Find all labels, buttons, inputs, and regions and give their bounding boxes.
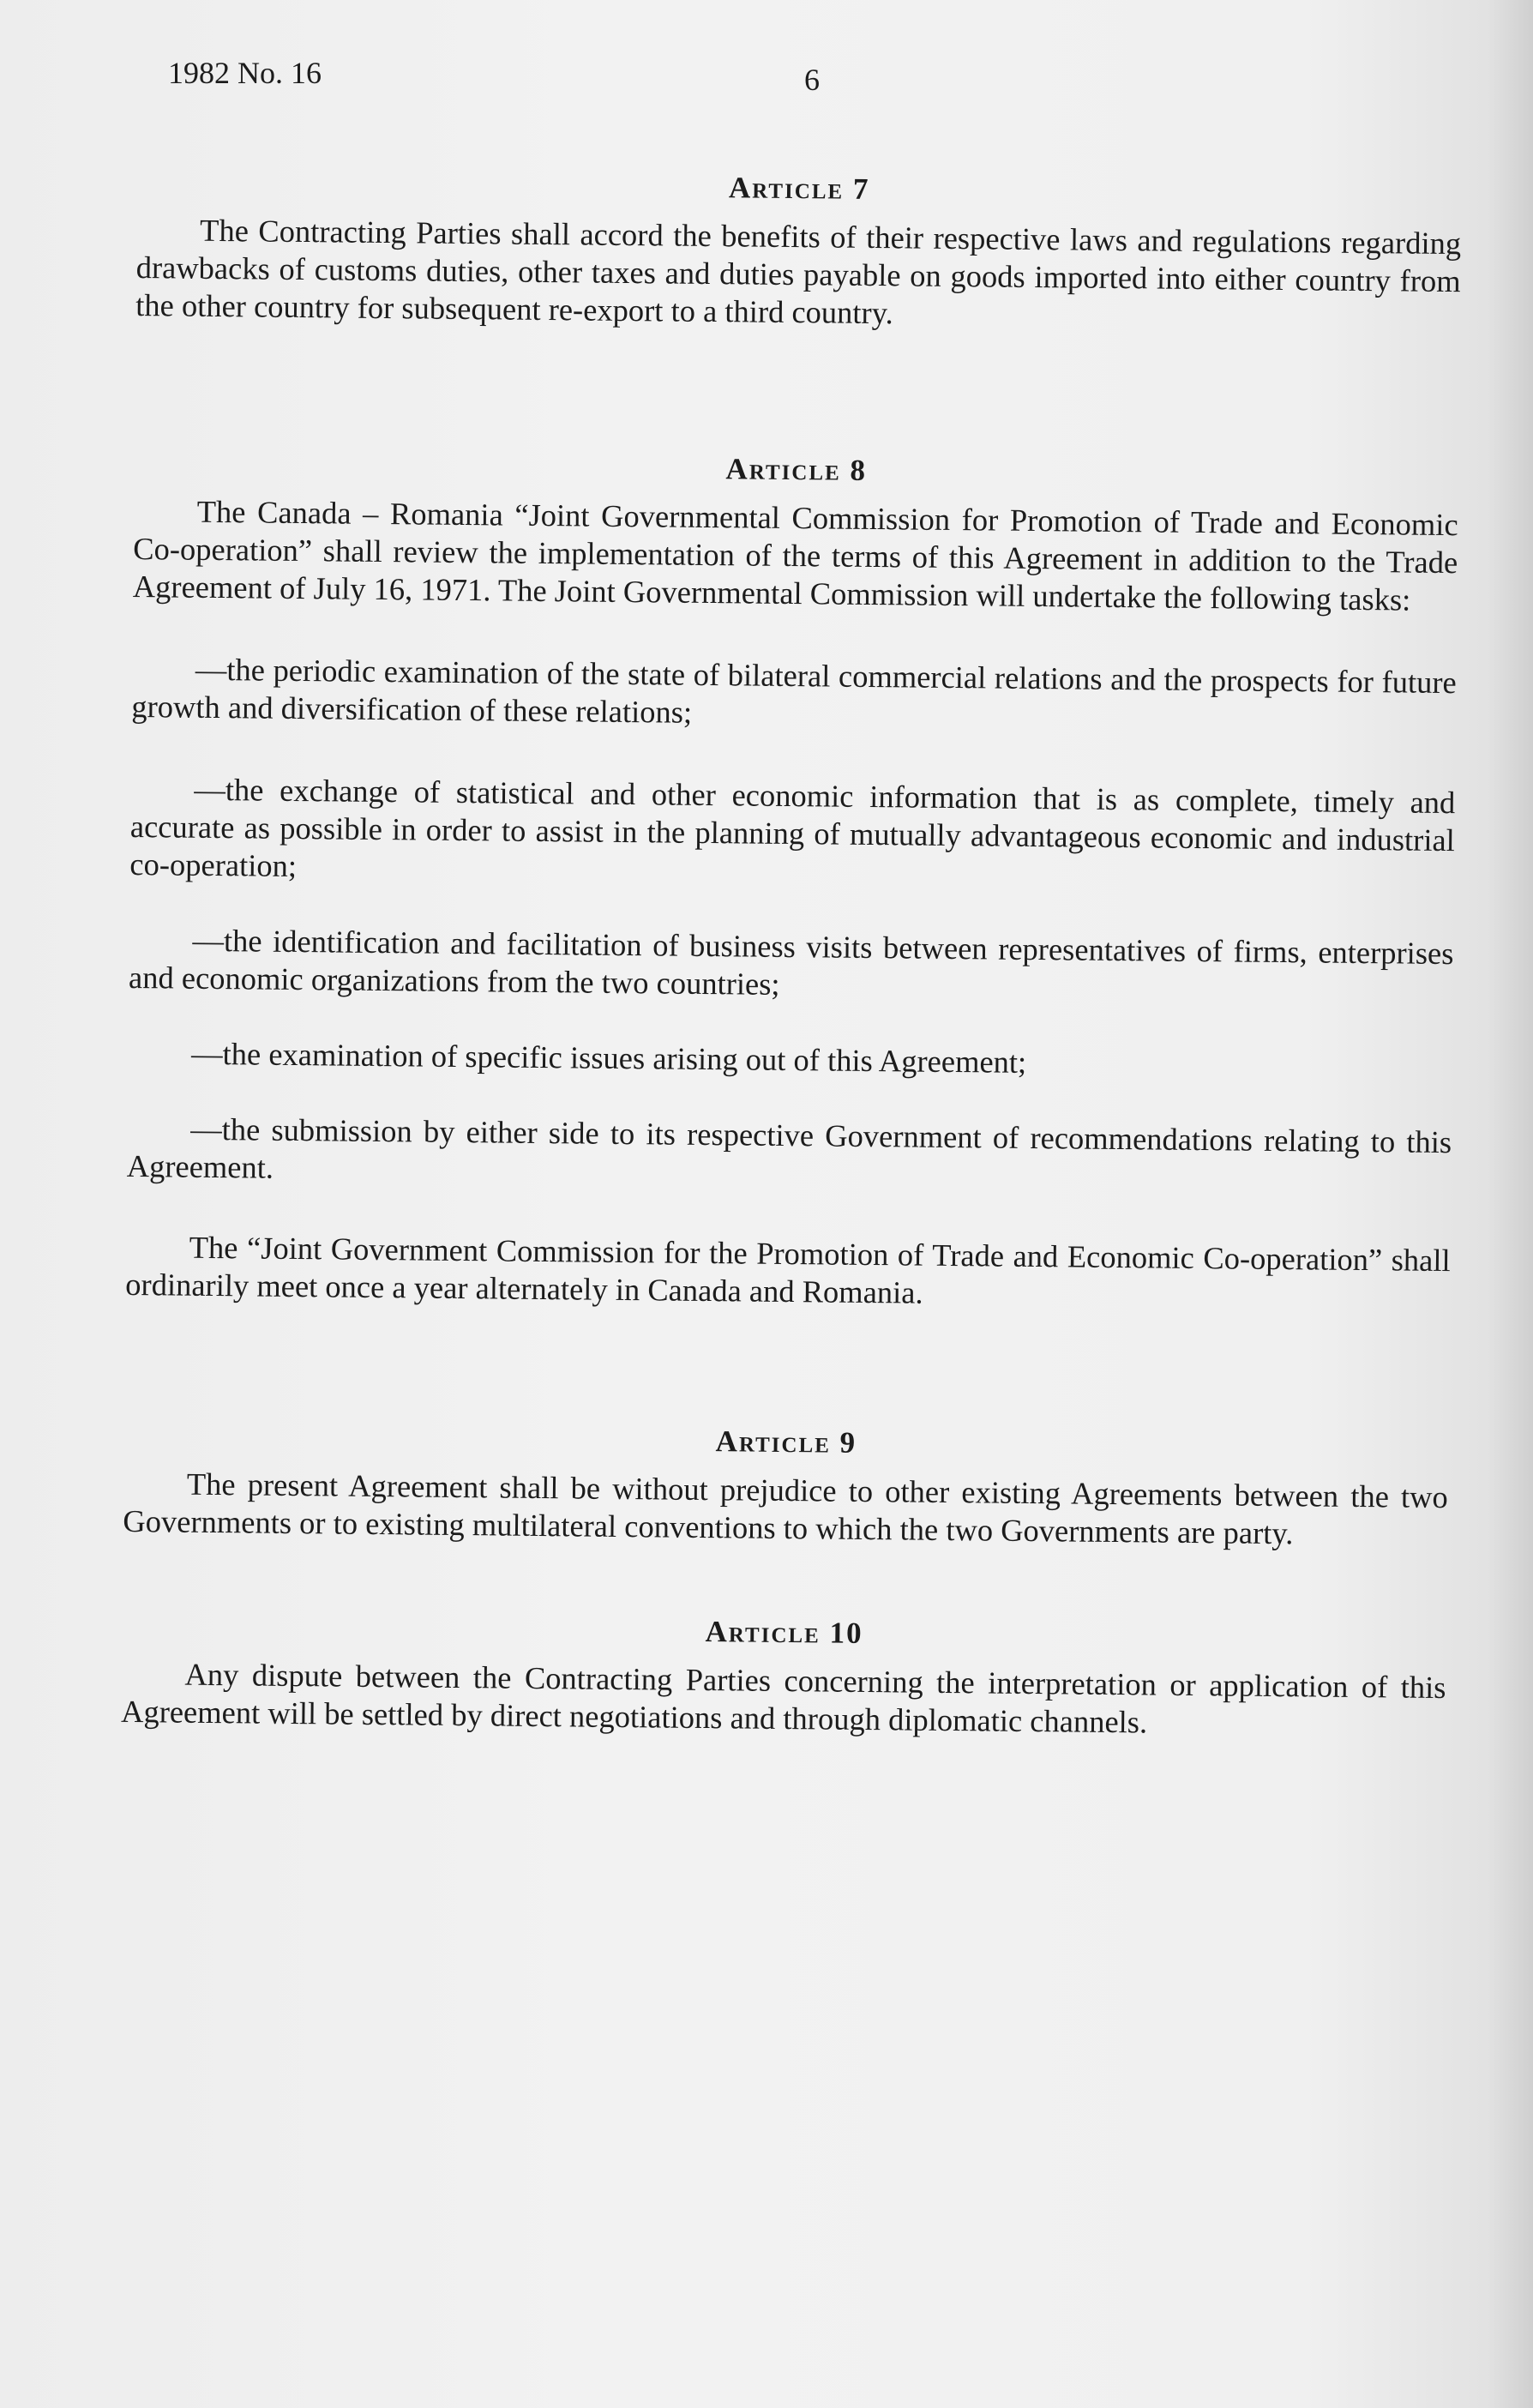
article-8-task: —the examination of specific issues arising out of this Agreement; [190,1035,1027,1080]
article-10 [121,1607,1446,1744]
article-8-task: —the identification and facilitation of business visits between representatives of firms, enterprises and economic organizations from the two countries; [128,922,1454,1002]
article-8-task: —the submission by either side to its respective Government of recommendations relating to this Agreement. [126,1111,1452,1185]
article-9-heading: Article 9 [715,1424,857,1460]
article-8 [125,444,1458,1317]
article-7-text: The Contracting Parties shall accord the benefits of their respective laws and regulations regarding drawbacks of customs duties, other taxes and duties payable on goods imported into either country from the other country for subsequent re-export to a third country. [135,212,1462,331]
page-header [168,55,1454,106]
article-7 [135,163,1462,338]
article-8-heading: Article 8 [725,452,868,487]
document-reference: 1982 No. 16 [168,56,322,90]
article-7-heading: Article 7 [728,171,870,206]
article-8-task: —the periodic examination of the state of bilateral commercial relations and the prospects for future growth and diversification of these relations; [131,651,1457,730]
article-10-heading: Article 10 [705,1615,863,1650]
page-number: 6 [804,63,820,97]
article-8-intro: The Canada – Romania “Joint Governmental Commission for Promotion of Trade and Economic Co-operation” shall review the implementation of the terms of this Agreement in addition to the Trade Agreement of July 16, 1971. The Joint Governmental Commission will undertake the following tasks: [132,493,1458,617]
article-8-task: —the exchange of statistical and other economic information that is as complete, timely and accurate as possible in order to assist in the planning of mutually advantageous economic and industrial co-operation; [129,771,1456,883]
article-8-closing: The “Joint Government Commission for the Promotion of Trade and Economic Co-operation” shall ordinarily meet once a year alternately in Canada and Romania. [125,1229,1451,1310]
article-9 [123,1417,1448,1554]
document-body [121,163,1462,1744]
article-8-task-list [127,650,1457,1199]
article-9-text: The present Agreement shall be without prejudice to other existing Agreements between the two Governments or to existing multilateral conventions to which the two Governments are party. [123,1466,1449,1551]
article-10-text: Any dispute between the Contracting Parties concerning the interpretation or application of this Agreement will be settled by direct negotiations and through diplomatic channels. [120,1656,1446,1740]
